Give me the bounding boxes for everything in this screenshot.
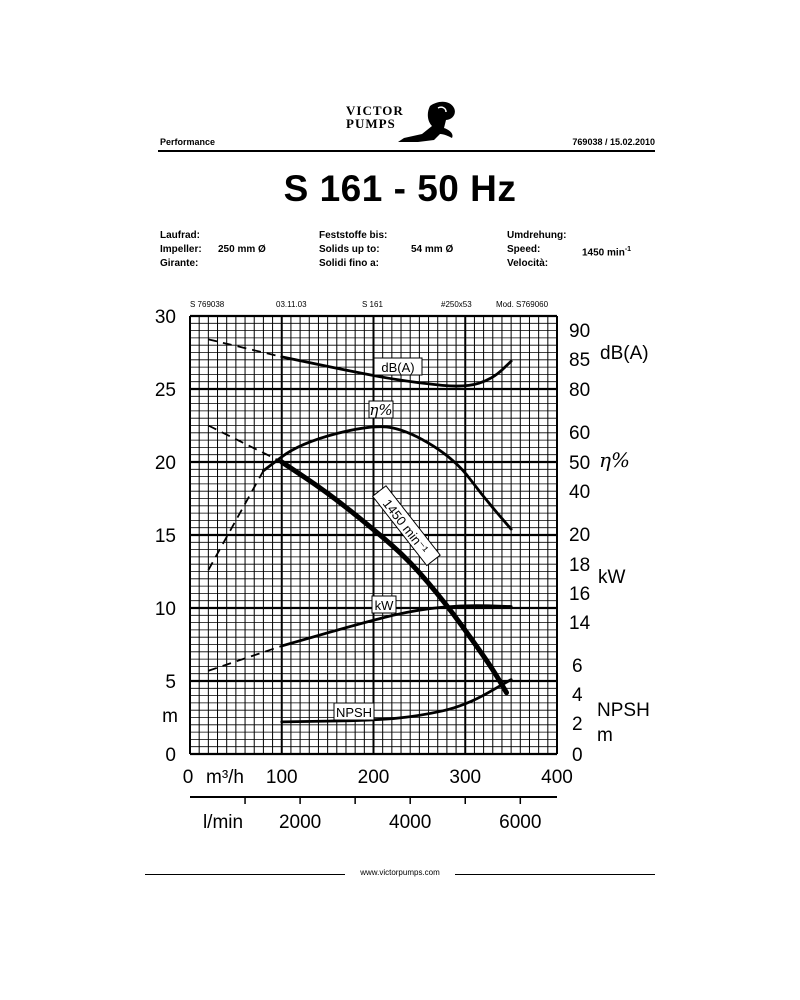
speed-value-text: 1450 min bbox=[582, 247, 625, 259]
npsh-axis-label: NPSH bbox=[597, 700, 650, 721]
impeller-label-en: Impeller: bbox=[160, 244, 202, 255]
npsh-tick-label: 6 bbox=[572, 656, 583, 677]
eff-tick-label: 40 bbox=[569, 482, 591, 503]
curve-label-box bbox=[369, 401, 393, 419]
x-tick-label: 100 bbox=[265, 767, 298, 788]
curve-NPSH bbox=[282, 680, 511, 722]
impeller-value: 250 mm Ø bbox=[218, 244, 266, 255]
brand-line2: PUMPS bbox=[346, 116, 396, 131]
curve-label-box bbox=[372, 596, 396, 613]
dba-tick-label: 80 bbox=[569, 380, 591, 401]
eff-tick-label: 60 bbox=[569, 423, 591, 444]
curve-label: NPSH bbox=[335, 705, 373, 720]
curve-label: kW bbox=[374, 598, 394, 613]
solids-value: 54 mm Ø bbox=[411, 244, 454, 255]
kw-tick-label: 16 bbox=[569, 584, 591, 605]
npsh-tick-label: 4 bbox=[572, 685, 583, 706]
kw-tick-label: 14 bbox=[569, 613, 591, 634]
y-left-tick-label: 20 bbox=[154, 453, 176, 474]
x-axis-unit: m³/h bbox=[206, 767, 244, 788]
x2-tick-label: 6000 bbox=[499, 812, 542, 833]
x-tick-label: 0 bbox=[182, 767, 194, 788]
curve-label: dB(A) bbox=[381, 360, 415, 375]
x2-tick-label: 2000 bbox=[278, 812, 322, 833]
brand-line1: VICTOR bbox=[346, 103, 404, 118]
dba-tick-label: 85 bbox=[569, 350, 591, 371]
chart-info-text: S 769038 bbox=[190, 300, 225, 309]
kw-tick-label: 18 bbox=[569, 555, 591, 576]
x-tick-label: 200 bbox=[357, 767, 390, 788]
chart-info-text: S 161 bbox=[362, 300, 383, 309]
kw-axis-label: kW bbox=[598, 567, 626, 588]
y-left-tick-label: 25 bbox=[154, 380, 176, 401]
dba-axis-label: dB(A) bbox=[600, 343, 649, 364]
eff-tick-label: 50 bbox=[569, 453, 591, 474]
y-left-tick-label: 10 bbox=[154, 599, 176, 620]
dba-tick-label: 90 bbox=[569, 321, 591, 342]
solids-label-it: Solidi fino a: bbox=[319, 258, 379, 269]
chart-info-text: #250x53 bbox=[441, 300, 472, 309]
x2-tick-label: 4000 bbox=[389, 812, 432, 833]
eff-tick-label: 20 bbox=[569, 525, 591, 546]
footer-url: www.victorpumps.com bbox=[360, 868, 440, 877]
npsh-tick-label: 0 bbox=[572, 745, 583, 766]
x-tick-label: 300 bbox=[449, 767, 482, 788]
x2-axis-unit: l/min bbox=[202, 812, 244, 833]
header-performance: Performance bbox=[160, 137, 216, 147]
solids-label-en: Solids up to: bbox=[319, 244, 380, 255]
speed-label-it: Velocità: bbox=[507, 258, 549, 269]
header-doc-id: 769038 / 15.02.2010 bbox=[572, 137, 655, 147]
speed-exponent: -1 bbox=[624, 246, 632, 253]
curve-label: 1450 min⁻¹ bbox=[379, 496, 432, 557]
y-left-tick-label: 15 bbox=[154, 526, 176, 547]
solids-label-de: Feststoffe bis: bbox=[319, 230, 388, 241]
eff-axis-label: η% bbox=[599, 448, 630, 472]
curve-label-box bbox=[374, 358, 422, 375]
curve-label: η% bbox=[369, 401, 393, 419]
npsh-axis-unit: m bbox=[597, 725, 613, 746]
speed-label-en: Speed: bbox=[507, 244, 541, 255]
speed-label-de: Umdrehung: bbox=[507, 230, 567, 241]
x-tick-label: 400 bbox=[541, 767, 573, 788]
curve-label-box bbox=[334, 703, 374, 720]
npsh-tick-label: 2 bbox=[572, 714, 583, 735]
y-left-tick-label: 0 bbox=[165, 745, 176, 766]
y-left-tick-label: 5 bbox=[165, 672, 176, 693]
impeller-label-it: Girante: bbox=[160, 258, 199, 269]
chart-info-text: Mod. S769060 bbox=[496, 300, 549, 309]
page-title: S 161 - 50 Hz bbox=[283, 168, 517, 209]
chart-info-text: 03.11.03 bbox=[276, 300, 307, 309]
y-left-unit: m bbox=[162, 706, 178, 727]
impeller-label-de: Laufrad: bbox=[160, 230, 200, 241]
y-left-tick-label: 30 bbox=[154, 307, 176, 328]
